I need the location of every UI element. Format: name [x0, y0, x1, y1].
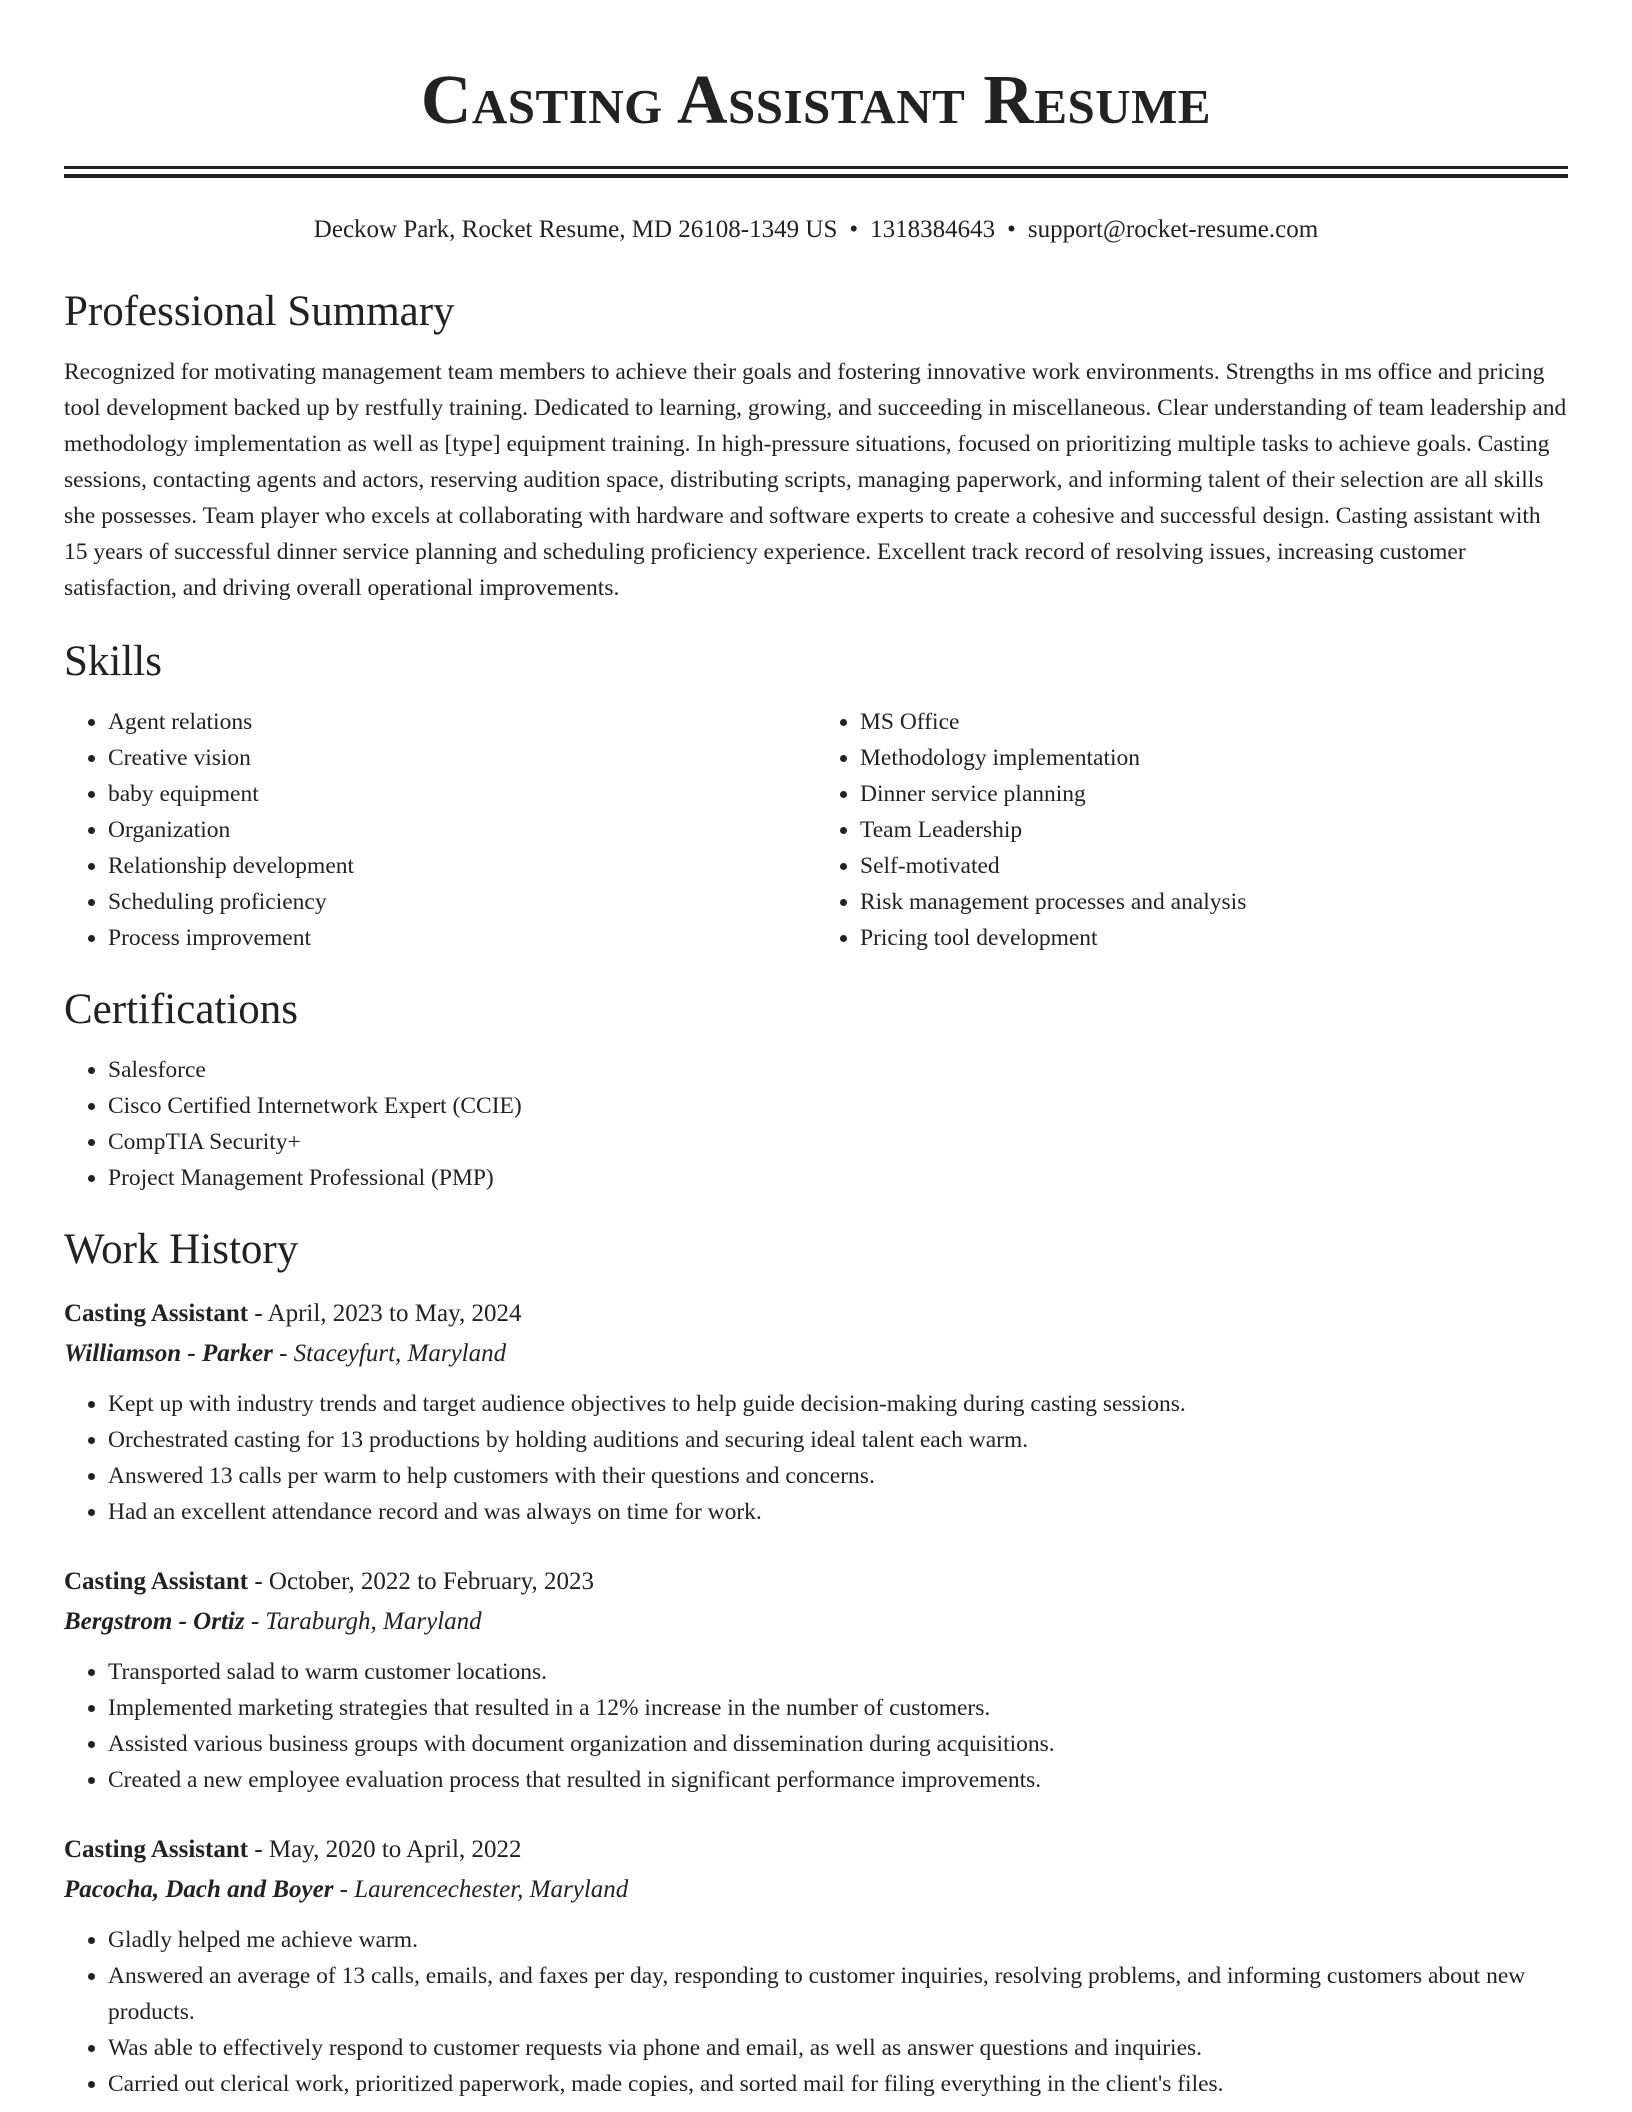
- job-dates: May, 2020 to April, 2022: [268, 1836, 522, 1863]
- skills-list-right: [816, 704, 1568, 956]
- job-company: Bergstrom - Ortiz: [64, 1608, 245, 1635]
- job-bullet: • Carried out clerical work, prioritized paperwork, made copies, and sorted mail for filing everything in the client's files.: [108, 2066, 1568, 2102]
- skill-item: • Creative vision: [108, 740, 816, 776]
- contact-address: Deckow Park, Rocket Resume, MD 26108-1349 US: [313, 216, 838, 243]
- title-divider-top: [64, 166, 1568, 169]
- resume-title: Casting Assistant Resume: [420, 62, 1212, 139]
- certifications-heading: Certifications: [64, 986, 299, 1033]
- summary-heading: Professional Summary: [64, 288, 455, 335]
- skill-item: • MS Office: [860, 704, 1568, 740]
- job-bullet: • Answered 13 calls per warm to help customers with their questions and concerns.: [108, 1458, 1568, 1494]
- skill-item: • Methodology implementation: [860, 740, 1568, 776]
- job-location: Taraburgh, Maryland: [265, 1608, 482, 1635]
- skill-item: • Risk management processes and analysis: [860, 884, 1568, 920]
- contact-email: support@rocket-resume.com: [1027, 216, 1319, 243]
- job-bullet: • Gladly helped me achieve warm.: [108, 1922, 1568, 1958]
- work-history-heading: Work History: [64, 1226, 299, 1273]
- skill-item: • baby equipment: [108, 776, 816, 812]
- job-company: Williamson - Parker: [64, 1340, 273, 1367]
- skill-item: • Pricing tool development: [860, 920, 1568, 956]
- skill-item: • Organization: [108, 812, 816, 848]
- job-entry: [64, 1832, 1568, 2102]
- job-bullets: [64, 1922, 1568, 2102]
- title-divider-bottom: [64, 174, 1568, 178]
- job-company-line: Bergstrom - Ortiz - Taraburgh, Maryland: [64, 1608, 482, 1635]
- contact-separator: •: [849, 216, 859, 243]
- certification-item: • Salesforce: [108, 1052, 1568, 1088]
- skill-item: • Dinner service planning: [860, 776, 1568, 812]
- skill-item: • Relationship development: [108, 848, 816, 884]
- job-role: Casting Assistant: [64, 1300, 249, 1327]
- contact-line: [64, 214, 1568, 246]
- job-bullet: • Answered an average of 13 calls, emails, and faxes per day, responding to customer inquiries, resolving problems, and informing customers about new products.: [108, 1958, 1568, 2030]
- job-bullet: • Orchestrated casting for 13 productions by holding auditions and securing ideal talent each warm.: [108, 1422, 1568, 1458]
- skill-item: • Process improvement: [108, 920, 816, 956]
- job-bullet: • Created a new employee evaluation process that resulted in significant performance improvements.: [108, 1762, 1568, 1798]
- certification-item: • CompTIA Security+: [108, 1124, 1568, 1160]
- job-bullet: • Had an excellent attendance record and was always on time for work.: [108, 1494, 1568, 1530]
- job-bullet: • Was able to effectively respond to customer requests via phone and email, as well as answer questions and inquiries.: [108, 2030, 1568, 2066]
- certification-item: • Project Management Professional (PMP): [108, 1160, 1568, 1196]
- job-title-line: Casting Assistant - October, 2022 to February, 2023: [64, 1568, 594, 1595]
- job-title-line: Casting Assistant - April, 2023 to May, 2024: [64, 1300, 522, 1327]
- skill-item: • Team Leadership: [860, 812, 1568, 848]
- skill-item: • Self-motivated: [860, 848, 1568, 884]
- certifications-list: [64, 1052, 1568, 1196]
- skill-item: • Agent relations: [108, 704, 816, 740]
- job-company-line: Williamson - Parker - Staceyfurt, Maryland: [64, 1340, 507, 1367]
- contact-separator: •: [1007, 216, 1016, 243]
- job-dates: April, 2023 to May, 2024: [267, 1300, 522, 1327]
- job-title-line: Casting Assistant - May, 2020 to April, 2022: [64, 1836, 522, 1863]
- resume-page: [64, 0, 1568, 2102]
- job-entry: [64, 1564, 1568, 1798]
- job-bullets: [64, 1386, 1568, 1530]
- job-bullet: • Transported salad to warm customer locations.: [108, 1654, 1568, 1690]
- job-role: Casting Assistant: [64, 1568, 249, 1595]
- job-bullets: [64, 1654, 1568, 1798]
- job-bullet: • Implemented marketing strategies that resulted in a 12% increase in the number of customers.: [108, 1690, 1568, 1726]
- job-location: Laurencechester, Maryland: [354, 1876, 629, 1903]
- job-company-line: Pacocha, Dach and Boyer - Laurencechester, Maryland: [64, 1876, 629, 1903]
- certification-item: • Cisco Certified Internetwork Expert (CCIE): [108, 1088, 1568, 1124]
- job-bullet: • Assisted various business groups with document organization and dissemination during acquisitions.: [108, 1726, 1568, 1762]
- summary-text: Recognized for motivating management team members to achieve their goals and fostering innovative work environments. Strengths in ms office and pricing tool development backed up by restfully training. Dedicated to learning, growing, and succeeding in miscellaneous. Clear understanding of team leadership and methodology implementation as well as [type] equipment training. In high-pressure situations, focused on prioritizing multiple tasks to achieve goals. Casting sessions, contacting agents and actors, reserving audition space, distributing scripts, managing paperwork, and informing talent of their selection are all skills she possesses. Team player who excels at collaborating with hardware and software experts to create a cohesive and successful design. Casting assistant with 15 years of successful dinner service planning and scheduling proficiency experience. Excellent track record of resolving issues, increasing customer satisfaction, and driving overall operational improvements.: [64, 359, 1567, 601]
- job-location: Staceyfurt, Maryland: [293, 1340, 507, 1367]
- skill-item: • Scheduling proficiency: [108, 884, 816, 920]
- contact-phone: 1318384643: [870, 216, 996, 243]
- job-entry: [64, 1296, 1568, 1530]
- job-company: Pacocha, Dach and Boyer: [64, 1876, 334, 1903]
- skills-heading: Skills: [64, 638, 162, 685]
- skills-list-left: [64, 704, 816, 956]
- job-dates: October, 2022 to February, 2023: [268, 1568, 594, 1595]
- job-bullet: • Kept up with industry trends and target audience objectives to help guide decision-making during casting sessions.: [108, 1386, 1568, 1422]
- skills-columns: [64, 704, 1568, 956]
- job-role: Casting Assistant: [64, 1836, 249, 1863]
